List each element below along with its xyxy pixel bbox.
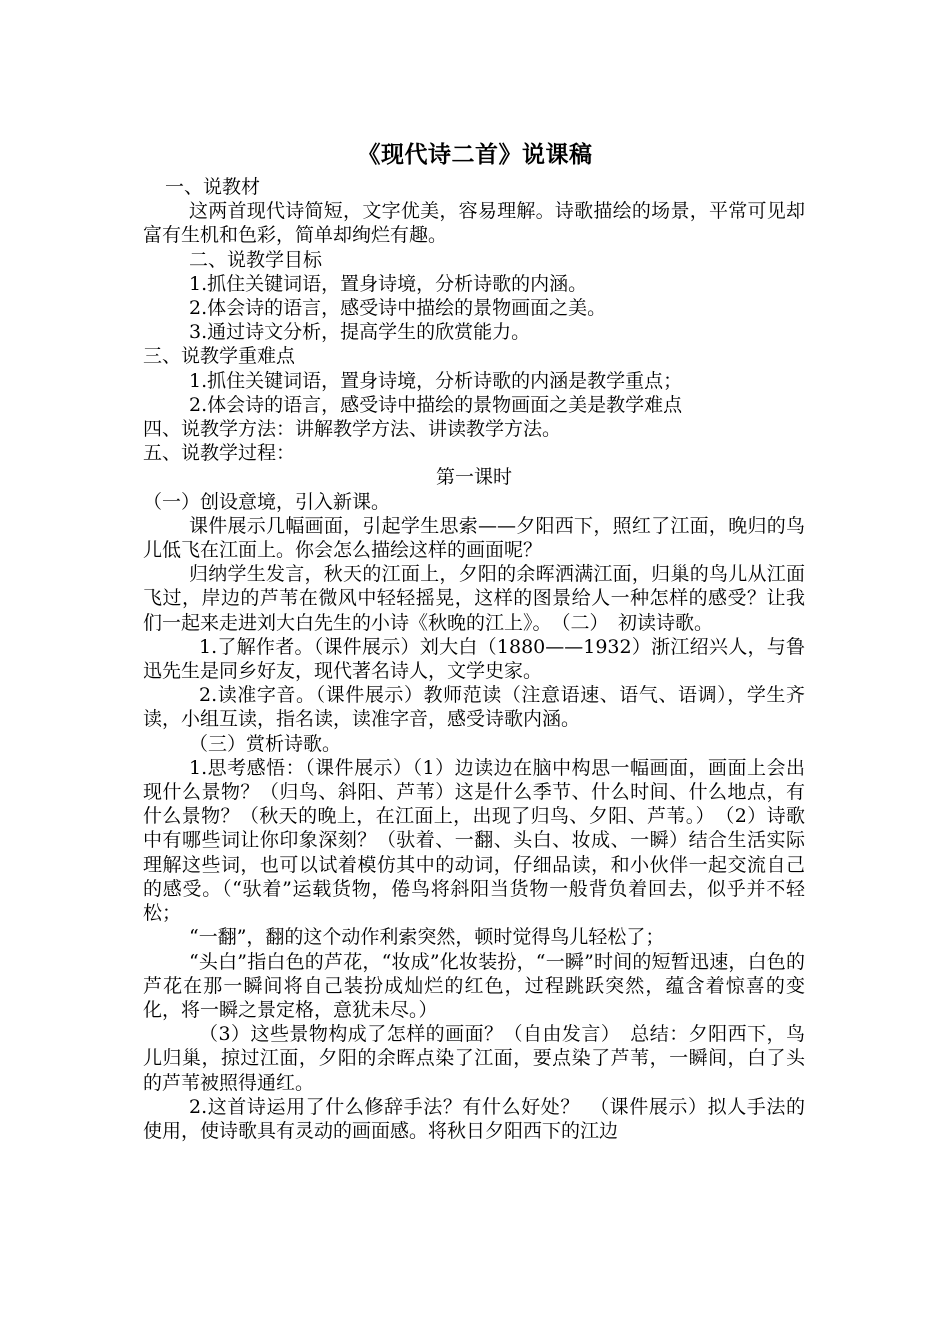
paragraph: 归纳学生发言，秋天的江面上，夕阳的余晖洒满江面，归巢的鸟儿从江面飞过，岸边的芦苇在微风中轻轻摇晃，这样的图景给人一种怎样的感受？让我们一起来走进刘大白先生的小诗《秋晚的江上》。 （二） 初读诗歌。 (143, 563, 805, 634)
list-item: 1.抓住关键词语，置身诗境，分析诗歌的内涵。 (189, 272, 588, 295)
heading-objectives: 二、说教学目标 (189, 248, 323, 271)
lesson-heading: 第一课时 (435, 466, 512, 489)
paragraph: 1.了解作者。（课件展示）刘大白（1880——1932）浙江绍兴人，与鲁迅先生是同乡好友，现代著名诗人，文学史家。 (143, 635, 805, 683)
heading-methods: 四、说教学方法：讲解教学方法、讲读教学方法。 (143, 418, 562, 441)
document-body (143, 175, 805, 1143)
heading-key-points: 三、说教学重难点 (143, 345, 296, 368)
list-item: 3.通过诗文分析，提高学生的欣赏能力。 (189, 321, 531, 344)
list-item: 2.体会诗的语言，感受诗中描绘的景物画面之美是教学难点 (189, 393, 683, 416)
document-title: 《现代诗二首》说课稿 (357, 141, 593, 168)
subheading: （三）赏析诗歌。 (189, 732, 342, 755)
list-item: 2.体会诗的语言，感受诗中描绘的景物画面之美。 (189, 297, 607, 320)
paragraph: 2.读准字音。（课件展示）教师范读（注意语速、语气、语调），学生齐读，小组互读，指名读，读准字音，感受诗歌内涵。 (143, 684, 805, 731)
paragraph: （3）这些景物构成了怎样的画面？（自由发言） 总结：夕阳西下，鸟儿归巢，掠过江面，夕阳的余晖点染了江面，要点染了芦苇，一瞬间，白了头的芦苇被照得通红。 (143, 1023, 805, 1094)
paragraph: “头白”指白色的芦花，“妆成”化妆装扮，“一瞬”时间的短暂迅速，白色的芦花在那一瞬间将自己装扮成灿烂的红色，过程跳跃突然，蕴含着惊喜的变化，将一瞬之景定格，意犹未尽。） (143, 950, 805, 1021)
paragraph: 1.思考感悟：（课件展示）（1）边读边在脑中构思一幅画面，画面上会出现什么景物？（归鸟、斜阳、芦苇）这是什么季节、什么时间、什么地点，有什么景物？（秋天的晚上，在江面上，出现了归鸟、夕阳、芦苇。） （2）诗歌中有哪些词让你印象深刻？（驮着、一翻、头白、妆成、一瞬）结合生活实际理解这些词，也可以试着模仿其中的动词，仔细品读，和小伙伴一起交流自己的感受。（“驮着”运载货物，倦鸟将斜阳当货物一般背负着回去，似乎并不轻松； (143, 756, 805, 925)
paragraph: 课件展示几幅画面，引起学生思索——夕阳西下，照红了江面，晚归的鸟儿低飞在江面上。你会怎么描绘这样的画面呢？ (143, 514, 805, 562)
paragraph: 这两首现代诗简短，文字优美，容易理解。诗歌描绘的场景，平常可见却富有生机和色彩，简单却绚烂有趣。 (143, 200, 805, 247)
paragraph: 2.这首诗运用了什么修辞手法？有什么好处？ （课件展示）拟人手法的使用，使诗歌具有灵动的画面感。将秋日夕阳西下的江边 (143, 1095, 805, 1142)
list-item: 1.抓住关键词语，置身诗境，分析诗歌的内涵是教学重点； (189, 369, 683, 392)
heading-textbook: 一、说教材 (165, 176, 261, 198)
subheading: （一）创设意境，引入新课。 (143, 490, 391, 513)
paragraph: “一翻”，翻的这个动作利索突然，顿时觉得鸟儿轻松了； (189, 926, 665, 949)
heading-process: 五、说教学过程： (143, 442, 296, 465)
